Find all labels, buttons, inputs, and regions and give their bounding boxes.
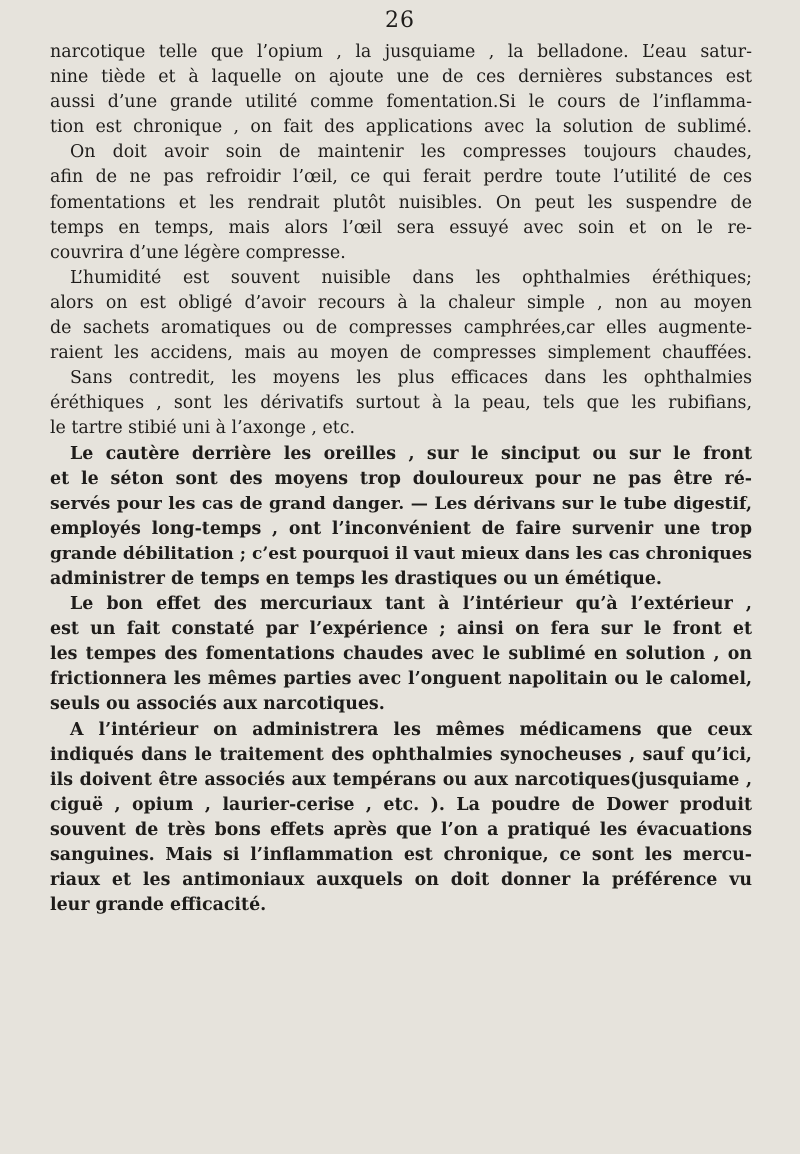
text-line: L’humidité est souvent nuisible dans les ophthalmies éréthiques; bbox=[70, 267, 752, 288]
text-line: alors on est obligé d’avoir recours à la chaleur simple , non au moyen bbox=[50, 292, 752, 313]
text-line: employés long-temps , ont l’inconvénient de faire survenir une trop bbox=[50, 518, 752, 539]
text-line: fomentations et les rendrait plutôt nuisibles. On peut les suspendre de bbox=[50, 192, 752, 213]
text-line: servés pour les cas de grand danger. — Les dérivans sur le tube digestif, bbox=[50, 493, 752, 514]
text-line: riaux et les antimoniaux auxquels on doit donner la préférence vu bbox=[50, 870, 752, 891]
text-line: couvrira d’une légère compresse. bbox=[50, 242, 346, 263]
text-line: afin de ne pas refroidir l’œil, ce qui ferait perdre toute l’utilité de ces bbox=[50, 167, 752, 188]
text-line: éréthiques , sont les dérivatifs surtout à la peau, tels que les rubifians, bbox=[50, 393, 752, 414]
text-line: souvent de très bons effets après que l’on a pratiqué les évacuations bbox=[50, 819, 752, 840]
text-line: seuls ou associés aux narcotiques. bbox=[50, 694, 385, 715]
text-line: A l’intérieur on administrera les mêmes médicamens que ceux bbox=[70, 719, 752, 740]
text-line: le tartre stibié uni à l’axonge , etc. bbox=[50, 418, 356, 439]
text-line: raient les accidens, mais au moyen de compresses simplement chauffées. bbox=[50, 343, 752, 364]
text-line: Le bon effet des mercuriaux tant à l’intérieur qu’à l’extérieur , bbox=[70, 594, 752, 615]
text-line: tion est chronique , on fait des applications avec la solution de sublimé. bbox=[50, 117, 752, 138]
page-number: 26 bbox=[385, 8, 415, 33]
text-line: et le séton sont des moyens trop douloureux pour ne pas être ré- bbox=[50, 468, 752, 489]
text-line: leur grande efficacité. bbox=[50, 895, 267, 916]
text-line: narcotique telle que l’opium , la jusquiame , la belladone. L’eau satur- bbox=[50, 42, 752, 62]
text-line: aussi d’une grande utilité comme fomentation.Si le cours de l’inflamma- bbox=[50, 92, 752, 113]
text-line: grande débilitation ; c’est pourquoi il vaut mieux dans les cas chroniques bbox=[50, 543, 752, 564]
text-line: administrer de temps en temps les drastiques ou un émétique. bbox=[50, 568, 662, 589]
body-text bbox=[50, 40, 752, 918]
text-line: On doit avoir soin de maintenir les compresses toujours chaudes, bbox=[70, 142, 752, 163]
text-line: de sachets aromatiques ou de compresses camphrées,car elles augmente- bbox=[50, 318, 752, 339]
text-line: ciguë , opium , laurier-cerise , etc. ). La poudre de Dower produit bbox=[50, 794, 752, 815]
text-line: est un fait constaté par l’expérience ; ainsi on fera sur le front et bbox=[50, 619, 752, 640]
text-line: ils doivent être associés aux tempérans ou aux narcotiques(jusquiame , bbox=[50, 769, 752, 790]
text-line: frictionnera les mêmes parties avec l’onguent napolitain ou le calomel, bbox=[50, 669, 752, 690]
text-line: nine tiède et à laquelle on ajoute une de ces dernières substances est bbox=[50, 67, 752, 88]
text-line: Le cautère derrière les oreilles , sur le sinciput ou sur le front bbox=[70, 443, 752, 464]
text-line: les tempes des fomentations chaudes avec le sublimé en solution , on bbox=[50, 644, 752, 665]
text-line: Sans contredit, les moyens les plus efficaces dans les ophthalmies bbox=[70, 368, 752, 389]
text-line: indiqués dans le traitement des ophthalmies synocheuses , sauf qu’ici, bbox=[50, 744, 752, 765]
text-line: temps en temps, mais alors l’œil sera essuyé avec soin et on le re- bbox=[50, 217, 752, 238]
text-line: sanguines. Mais si l’inflammation est chronique, ce sont les mercu- bbox=[50, 845, 752, 865]
